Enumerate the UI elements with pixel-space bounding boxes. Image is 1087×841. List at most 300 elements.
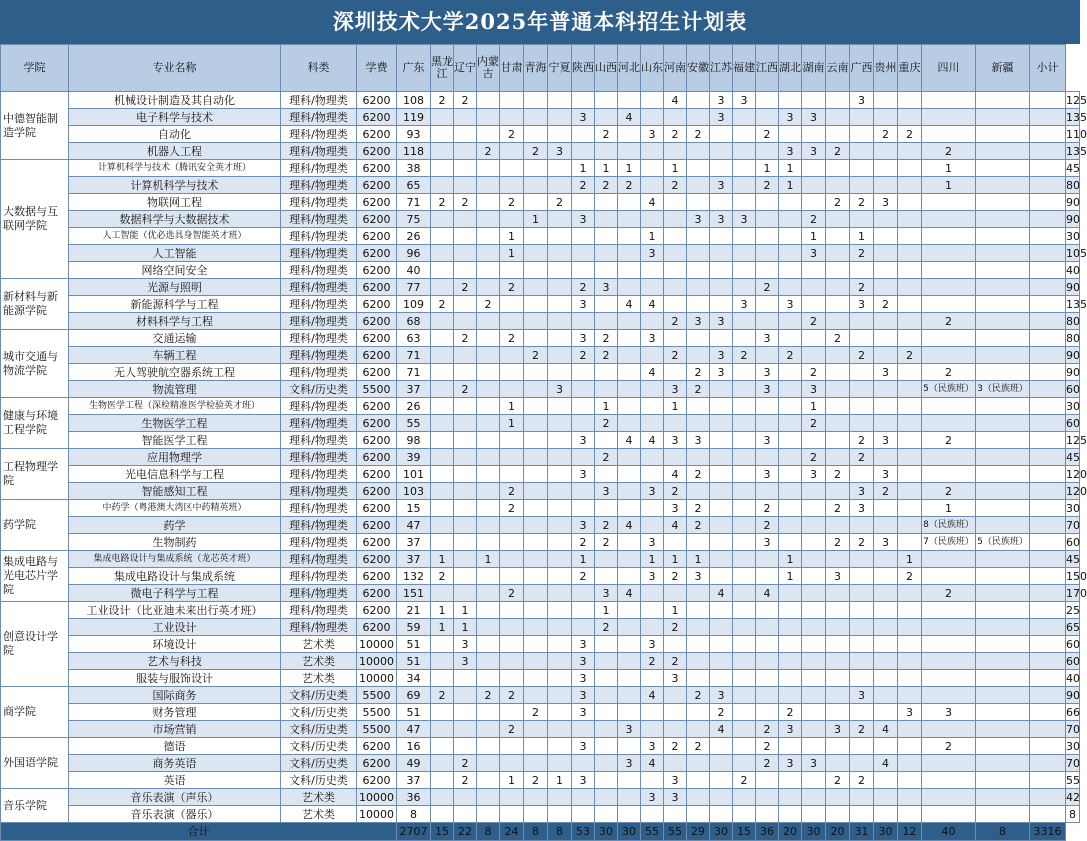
quota-cell [524,177,548,194]
quota-cell [733,279,756,296]
quota-cell: 1 [802,228,826,245]
table-row [1,466,1080,483]
quota-cell [733,364,756,381]
quota-cell [756,568,779,585]
quota-cell: 1 [572,551,595,568]
quota-cell: 3 [664,670,687,687]
quota-cell: 3 [756,466,779,483]
quota-cell [756,194,779,211]
quota-cell [431,160,454,177]
quota-cell: 2 [431,92,454,109]
quota-cell [524,279,548,296]
quota-cell [850,415,874,432]
quota-cell [826,347,850,364]
quota-cell [618,381,641,398]
quota-cell: 2 [756,517,779,534]
quota-cell [477,738,500,755]
quota-cell: 2 [922,432,976,449]
quota-cell [710,806,733,823]
quota-cell [477,653,500,670]
quota-cell [524,92,548,109]
quota-cell [850,313,874,330]
quota-cell: 2 [826,534,850,551]
quota-cell [500,177,524,194]
quota-cell [618,143,641,160]
quota-cell: 2 [500,687,524,704]
quota-cell [1030,568,1066,585]
quota-cell [431,772,454,789]
quota-cell [976,279,1030,296]
quota-cell [1030,806,1066,823]
quota-cell [710,619,733,636]
quota-cell: 1 [595,398,618,415]
column-header: 青海 [524,45,548,92]
subtotal-cell: 25 [1066,603,1080,617]
quota-cell [477,415,500,432]
column-header: 贵州 [874,45,898,92]
tuition-cell: 6200 [357,738,397,755]
quota-cell [710,500,733,517]
quota-cell: 3 [641,534,664,551]
quota-cell: 3 [572,636,595,653]
quota-cell: 2 [802,364,826,381]
quota-cell: 59 [397,619,431,636]
quota-cell: 47 [397,517,431,534]
quota-cell: 2 [874,126,898,143]
quota-cell: 1 [431,619,454,636]
quota-cell [826,738,850,755]
quota-cell [548,483,572,500]
quota-cell [1030,364,1066,381]
quota-cell [976,738,1030,755]
quota-cell [572,194,595,211]
quota-cell [922,92,976,109]
quota-cell: 3 [618,721,641,738]
quota-cell [733,670,756,687]
quota-cell [548,330,572,347]
quota-cell [431,500,454,517]
quota-cell [733,415,756,432]
quota-cell [454,551,477,568]
quota-cell: 3 [572,772,595,789]
quota-cell [826,517,850,534]
quota-cell: 3 [779,721,802,738]
category-cell: 理科/物理类 [281,211,357,228]
quota-cell: 2 [500,585,524,602]
quota-cell [826,687,850,704]
quota-cell [524,228,548,245]
quota-cell: 2 [524,704,548,721]
grand-total: 3316 [1030,823,1066,841]
quota-cell: 3 [618,755,641,772]
quota-cell [524,415,548,432]
quota-cell [687,262,710,279]
quota-cell [664,755,687,772]
quota-cell [922,211,976,228]
quota-cell [898,398,922,415]
quota-cell [431,755,454,772]
quota-cell [618,330,641,347]
quota-cell [779,126,802,143]
quota-cell: 3 [595,585,618,602]
quota-cell: 3 [802,755,826,772]
quota-cell [595,636,618,653]
quota-cell [874,551,898,568]
quota-cell: 40 [397,262,431,279]
quota-cell: 3 [641,483,664,500]
quota-cell [618,313,641,330]
quota-cell [874,670,898,687]
quota-cell [898,653,922,670]
quota-cell: 2 [687,364,710,381]
quota-cell [874,245,898,262]
quota-cell: 2 [500,126,524,143]
category-cell: 理科/物理类 [281,347,357,364]
quota-cell: 2 [595,534,618,551]
quota-cell [595,466,618,483]
quota-cell: 2 [922,313,976,330]
quota-cell [431,534,454,551]
category-cell: 理科/物理类 [281,517,357,534]
quota-cell [898,143,922,160]
quota-cell [802,262,826,279]
quota-cell [500,568,524,585]
quota-cell [710,602,733,619]
quota-cell [454,483,477,500]
quota-cell: 2 [548,194,572,211]
quota-cell [1030,738,1066,755]
quota-cell [454,415,477,432]
quota-cell: 3 [641,568,664,585]
table-row [1,143,1080,160]
total-cell: 31 [850,823,874,841]
quota-cell: 4 [641,755,664,772]
quota-cell [641,602,664,619]
category-cell: 文科/历史类 [281,704,357,721]
quota-cell [618,772,641,789]
quota-cell: 2 [687,517,710,534]
quota-cell: 2 [524,347,548,364]
quota-cell [922,636,976,653]
quota-cell [477,381,500,398]
table-row [1,483,1080,500]
quota-cell [664,330,687,347]
quota-cell [477,602,500,619]
quota-cell [802,347,826,364]
major-name: 网络空间安全 [69,262,281,279]
quota-cell [802,619,826,636]
quota-cell: 3 [874,466,898,483]
column-header: 陕西 [572,45,595,92]
total-cell: 29 [687,823,710,841]
quota-cell [733,619,756,636]
quota-cell [733,483,756,500]
table-row [1,262,1080,279]
subtotal-cell: 45 [1066,552,1080,566]
table-row [1,160,1080,177]
quota-cell [898,262,922,279]
quota-cell [976,432,1030,449]
quota-cell [779,194,802,211]
quota-cell [454,313,477,330]
quota-cell: 118 [397,143,431,160]
quota-cell [477,517,500,534]
quota-cell [641,262,664,279]
quota-cell [898,177,922,194]
quota-cell [618,279,641,296]
quota-cell: 2 [756,755,779,772]
major-name: 物流管理 [69,381,281,398]
quota-cell [572,483,595,500]
tuition-cell: 6200 [357,466,397,483]
quota-cell [618,398,641,415]
quota-cell [733,381,756,398]
quota-cell: 75 [397,211,431,228]
quota-cell: 108 [397,92,431,109]
quota-cell [500,211,524,228]
quota-cell: 3 [710,177,733,194]
quota-cell [826,126,850,143]
quota-cell [548,262,572,279]
quota-cell: 3 [826,721,850,738]
total-cell: 15 [733,823,756,841]
quota-cell [976,364,1030,381]
table-row [1,755,1080,772]
category-cell: 理科/物理类 [281,585,357,602]
total-cell: 55 [641,823,664,841]
quota-cell: 3 [710,347,733,364]
column-header: 河南 [664,45,687,92]
quota-cell [850,211,874,228]
quota-cell [477,483,500,500]
subtotal-cell: 60 [1066,416,1080,430]
quota-cell [500,364,524,381]
quota-cell: 2 [664,313,687,330]
quota-cell: 2 [733,347,756,364]
quota-cell: 2 [687,738,710,755]
category-cell: 理科/物理类 [281,534,357,551]
quota-cell [976,194,1030,211]
quota-cell [976,449,1030,466]
quota-cell [641,177,664,194]
quota-cell [898,687,922,704]
quota-cell: 3 [548,381,572,398]
table-row [1,670,1080,687]
quota-cell: 3 [572,738,595,755]
quota-cell: 3 [664,500,687,517]
quota-cell [756,398,779,415]
quota-cell [710,279,733,296]
quota-cell [802,551,826,568]
quota-cell [874,806,898,823]
quota-cell [500,347,524,364]
quota-cell [524,653,548,670]
quota-cell [976,160,1030,177]
quota-cell [477,109,500,126]
quota-cell [641,347,664,364]
quota-cell [898,466,922,483]
category-cell: 理科/物理类 [281,398,357,415]
college-name: 大数据与互联网学院 [1,160,69,279]
column-header: 辽宁 [454,45,477,92]
subtotal-cell: 70 [1066,722,1080,736]
quota-cell [454,517,477,534]
total-cell: 53 [572,823,595,841]
subtotal-cell: 30 [1066,501,1080,515]
quota-cell [454,534,477,551]
quota-cell: 26 [397,398,431,415]
quota-cell: 2 [595,347,618,364]
quota-cell: 51 [397,636,431,653]
table-row [1,517,1080,534]
quota-cell [898,500,922,517]
quota-cell: 2 [850,245,874,262]
column-header: 新疆 [976,45,1030,92]
quota-cell [756,92,779,109]
quota-cell: 2 [595,177,618,194]
quota-cell: 103 [397,483,431,500]
quota-cell [641,466,664,483]
quota-cell [431,211,454,228]
quota-cell: 2 [756,126,779,143]
quota-cell [548,228,572,245]
quota-cell [802,92,826,109]
quota-cell [572,806,595,823]
quota-cell [500,755,524,772]
quota-cell [454,789,477,806]
quota-cell: 2 [898,347,922,364]
quota-cell [595,789,618,806]
quota-cell: 2 [664,619,687,636]
quota-cell: 3 [850,687,874,704]
column-header: 湖北 [779,45,802,92]
quota-cell: 2 [756,279,779,296]
quota-cell [779,211,802,228]
quota-cell: 3 [710,211,733,228]
quota-cell: 4 [618,517,641,534]
quota-cell [595,143,618,160]
quota-cell [431,670,454,687]
quota-cell [431,466,454,483]
quota-cell [898,755,922,772]
tuition-cell: 6200 [357,534,397,551]
quota-cell [454,228,477,245]
quota-cell [779,602,802,619]
subtotal-cell: 90 [1066,212,1080,226]
quota-cell: 2 [641,653,664,670]
tuition-cell: 10000 [357,806,397,823]
total-cell: 36 [756,823,779,841]
quota-cell [756,143,779,160]
quota-cell: 2 [477,296,500,313]
quota-cell: 1 [500,228,524,245]
quota-cell [572,500,595,517]
tuition-cell: 6200 [357,296,397,313]
quota-cell [922,772,976,789]
quota-cell [454,806,477,823]
quota-cell [431,517,454,534]
quota-cell [922,687,976,704]
quota-cell [802,432,826,449]
quota-cell [779,364,802,381]
quota-cell: 2 [756,177,779,194]
quota-cell: 132 [397,568,431,585]
quota-cell [976,347,1030,364]
quota-cell [976,789,1030,806]
quota-cell [733,177,756,194]
quota-cell [976,772,1030,789]
quota-cell: 4 [641,364,664,381]
quota-cell [595,772,618,789]
quota-cell [826,789,850,806]
quota-cell [687,704,710,721]
quota-cell [733,330,756,347]
quota-cell [548,296,572,313]
quota-cell [500,551,524,568]
quota-cell [572,126,595,143]
quota-cell [874,738,898,755]
quota-cell [454,466,477,483]
category-cell: 艺术类 [281,806,357,823]
quota-cell [874,228,898,245]
quota-cell [664,262,687,279]
quota-cell: 1 [454,602,477,619]
quota-cell: 2 [756,721,779,738]
quota-cell: 68 [397,313,431,330]
quota-cell [524,296,548,313]
quota-cell: 2 [850,534,874,551]
quota-cell [524,109,548,126]
quota-cell [431,177,454,194]
quota-cell [802,177,826,194]
quota-cell [1030,755,1066,772]
quota-cell [779,330,802,347]
quota-cell [524,398,548,415]
quota-cell: 3 [687,211,710,228]
quota-cell [733,466,756,483]
quota-cell [687,92,710,109]
quota-cell [500,806,524,823]
quota-cell [779,92,802,109]
quota-cell [477,500,500,517]
quota-cell [802,568,826,585]
quota-cell [500,602,524,619]
quota-cell: 37 [397,534,431,551]
quota-cell [595,109,618,126]
column-header: 湖南 [802,45,826,92]
quota-cell [1030,466,1066,483]
quota-cell: 2 [618,177,641,194]
quota-cell [524,619,548,636]
quota-cell: 1 [664,602,687,619]
quota-cell: 4 [618,585,641,602]
college-name: 城市交通与物流学院 [1,330,69,398]
category-cell: 理科/物理类 [281,177,357,194]
quota-cell [898,92,922,109]
quota-cell: 2 [664,483,687,500]
column-header: 甘肃 [500,45,524,92]
quota-cell: 151 [397,585,431,602]
quota-cell [826,670,850,687]
quota-cell [687,296,710,313]
quota-cell: 1 [500,398,524,415]
quota-cell [898,534,922,551]
quota-cell [710,483,733,500]
quota-cell: 2 [572,177,595,194]
quota-cell: 3 [756,381,779,398]
quota-cell [922,789,976,806]
quota-cell: 2 [922,738,976,755]
